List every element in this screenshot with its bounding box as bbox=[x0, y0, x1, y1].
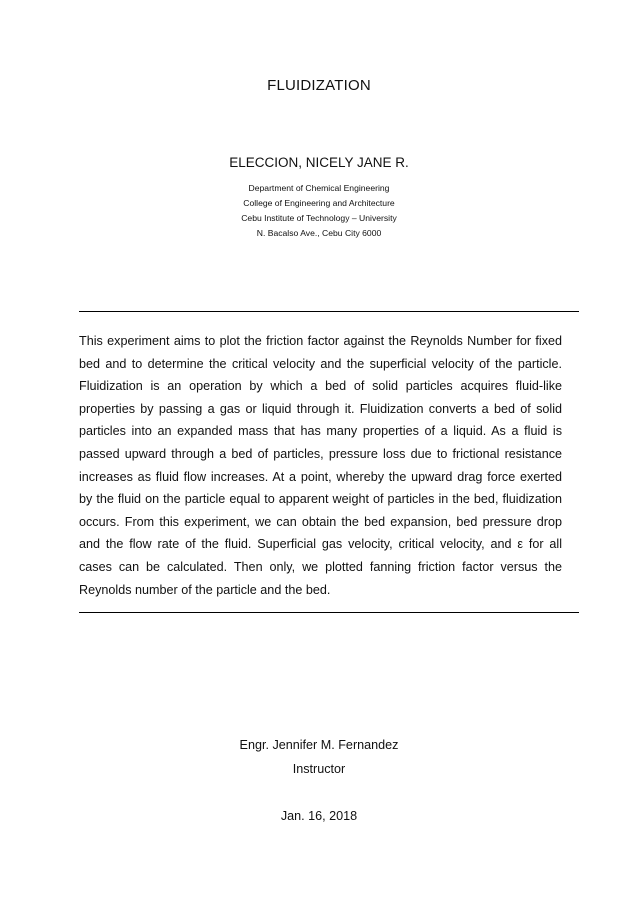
affiliation-address: N. Bacalso Ave., Cebu City 6000 bbox=[256, 228, 382, 238]
affiliation-college: College of Engineering and Architecture bbox=[243, 198, 395, 208]
affiliation-department: Department of Chemical Engineering bbox=[248, 183, 390, 193]
top-divider bbox=[79, 311, 579, 312]
abstract-paragraph: This experiment aims to plot the friction factor against the Reynolds Number for fixed bed and to determine the critical velocity and the superficial velocity of the particle. Fluidization is an operation by which a bed of solid particles acquires fluid-like properties by passing a gas or liquid through it. Fluidization converts a bed of solid particles into an expanded mass that has many properties of a liquid. As a fluid is passed upward through a bed of particles, pressure loss due to frictional resistance increases as fluid flow increases. At a point, whereby the upward drag force exerted by the fluid on the particle equal to apparent weight of particles in the bed, fluidization occurs. From this experiment, we can obtain the bed expansion, bed pressure drop and the flow rate of the fluid. Superficial gas velocity, critical velocity, and ε for all cases can be calculated. Then only, we plotted fanning friction factor versus the Reynolds number of the particle and the bed. bbox=[79, 334, 562, 597]
document-title: FLUIDIZATION bbox=[267, 77, 371, 94]
instructor-role: Instructor bbox=[292, 762, 346, 776]
bottom-divider bbox=[79, 612, 579, 613]
author-name: ELECCION, NICELY JANE R. bbox=[229, 155, 409, 170]
affiliation-institute: Cebu Institute of Technology – University bbox=[241, 213, 397, 223]
document-date: Jan. 16, 2018 bbox=[280, 809, 358, 823]
instructor-name: Engr. Jennifer M. Fernandez bbox=[239, 738, 399, 752]
